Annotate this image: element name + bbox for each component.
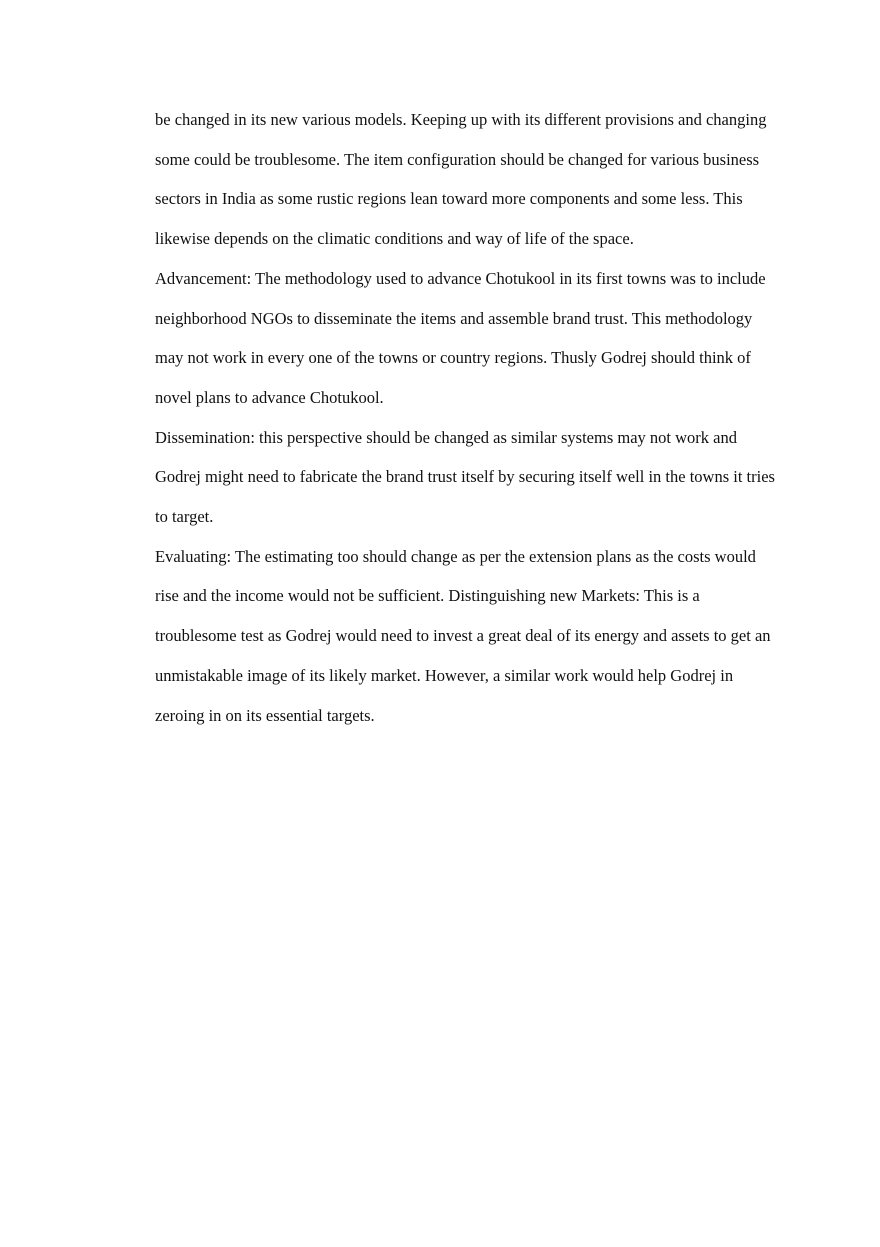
paragraph-evaluating: Evaluating: The estimating too should change as per the extension plans as the costs would rise and the income would not be sufficient. Distinguishing new Markets: This is a troublesome test as Godrej would need to invest a great deal of its energy and assets to get an unmistakable image of its likely market. However, a similar work would help Godrej in zeroing in on its essential targets. bbox=[155, 546, 771, 725]
document-body bbox=[155, 100, 780, 735]
paragraph-advancement: Advancement: The methodology used to advance Chotukool in its first towns was to include neighborhood NGOs to disseminate the items and assemble brand trust. This methodology may not work in every one of the towns or country regions. Thusly Godrej should think of novel plans to advance Chotukool. bbox=[155, 268, 766, 407]
paragraph-product-continued: be changed in its new various models. Keeping up with its different provisions and changing some could be troublesome. The item configuration should be changed for various business sectors in India as some rustic regions lean toward more components and some less. This likewise depends on the climatic conditions and way of life of the space. bbox=[155, 110, 767, 249]
paragraph-dissemination: Dissemination: this perspective should be changed as similar systems may not work and Godrej might need to fabricate the brand trust itself by securing itself well in the towns it tries to target. bbox=[155, 427, 775, 527]
